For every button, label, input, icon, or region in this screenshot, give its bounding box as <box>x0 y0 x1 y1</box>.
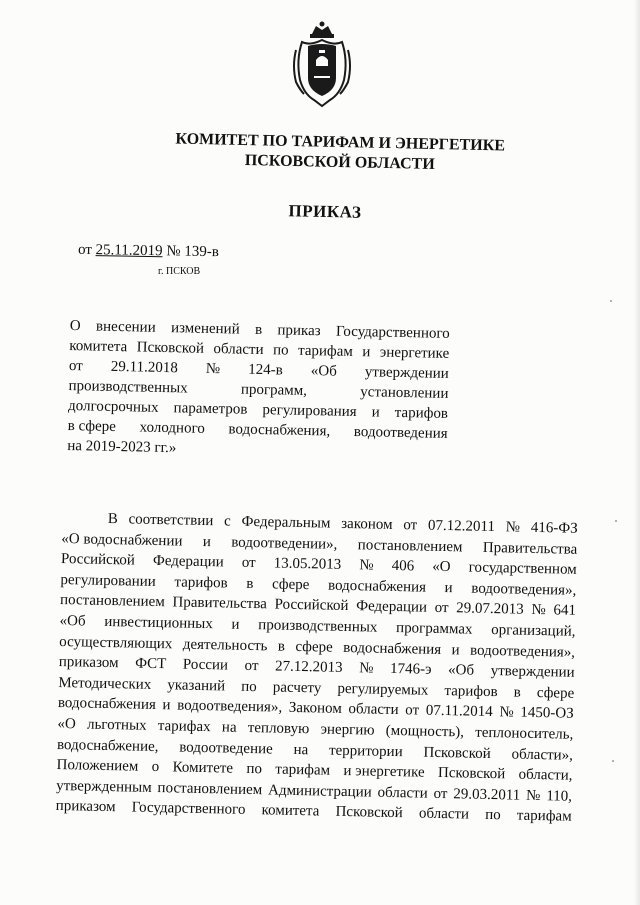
order-date: 25.11.2019 <box>95 242 163 260</box>
word: области <box>377 784 428 802</box>
word: о <box>151 759 160 776</box>
word: области <box>418 805 470 823</box>
word: указаний <box>167 676 226 695</box>
date-prefix: от <box>77 241 96 259</box>
word: № <box>505 519 521 536</box>
word: и <box>362 344 371 361</box>
word: территории <box>328 742 403 760</box>
word: области <box>348 701 399 719</box>
word: в <box>513 684 521 701</box>
word: программах <box>395 619 473 638</box>
word: № <box>359 660 374 677</box>
word: 1450-ОЗ <box>520 704 574 723</box>
word: России <box>182 656 229 674</box>
word: Псковской <box>437 765 506 783</box>
word: постановлением <box>59 592 165 611</box>
word: 13.05.2013 <box>273 555 342 574</box>
word: водоотведения», <box>471 580 577 599</box>
word: соответствии <box>128 511 214 530</box>
word: по <box>272 342 289 359</box>
scan-shadow-edge <box>634 0 640 905</box>
word: области», <box>511 746 574 764</box>
word: параметров <box>173 400 248 418</box>
word: Российской <box>274 596 349 615</box>
word: водоснабжение, <box>56 736 159 755</box>
word: Государственного <box>335 323 450 342</box>
word: сфере <box>271 576 310 593</box>
order-subject <box>67 316 450 464</box>
word: тарифах <box>157 717 211 736</box>
organization-header <box>130 129 551 178</box>
word: на <box>221 719 237 736</box>
word: водоснабжения, <box>228 421 331 440</box>
scan-speck <box>615 520 617 522</box>
word: регулировании <box>60 571 156 590</box>
word: на <box>293 741 309 758</box>
word: В <box>107 510 118 528</box>
word: 07.12.2011 <box>427 517 496 536</box>
word: Правительства <box>482 539 578 558</box>
word: регулируемых <box>337 680 429 699</box>
word: сфере <box>295 638 333 656</box>
word: «Об <box>310 363 337 380</box>
word: Псковской <box>136 339 205 357</box>
word: 29.07.2013 <box>456 600 524 619</box>
word: комитета <box>69 337 128 356</box>
word: области <box>213 341 264 359</box>
word: тарифам <box>516 807 572 826</box>
word: организаций, <box>491 621 576 640</box>
word: «Об <box>447 662 475 679</box>
word: № <box>359 557 374 574</box>
word: 641 <box>553 602 577 620</box>
word: от <box>244 658 259 675</box>
word: водоснабжения <box>57 695 156 714</box>
word: тарифов <box>174 574 228 592</box>
word: по <box>246 761 263 778</box>
word: с <box>223 513 231 530</box>
word: «О <box>57 715 76 733</box>
word: приказом <box>55 798 116 816</box>
word: 27.12.2013 <box>274 658 343 677</box>
word: 406 <box>391 558 415 575</box>
word: сфере <box>536 684 575 702</box>
word: Российской <box>60 551 136 569</box>
word: в сфере <box>67 417 117 435</box>
word: области, <box>518 766 573 784</box>
word: (мощность), <box>385 722 465 741</box>
word: долгосрочных <box>67 397 159 416</box>
word: № <box>499 704 514 721</box>
word: в <box>277 638 286 655</box>
word: водоснабжения <box>327 577 427 596</box>
word: Положением <box>56 757 139 775</box>
word: Псковской <box>335 804 403 822</box>
word: Федерации <box>152 553 224 571</box>
word: № <box>525 787 541 804</box>
document-type-title: ПРИКАЗ <box>288 201 362 222</box>
scan-speck <box>612 760 614 762</box>
order-date-number <box>78 242 219 261</box>
word: и энергетике <box>343 763 425 781</box>
word: водоотведения», <box>469 642 576 661</box>
word: утверждении <box>490 663 575 681</box>
word: тарифов <box>394 404 449 422</box>
word: 1746-э <box>389 661 432 678</box>
word: от <box>68 357 83 375</box>
order-number: № 139-в <box>162 243 220 261</box>
word: внесении <box>95 318 156 336</box>
org-line-2: ПСКОВСКОЙ ОБЛАСТИ <box>244 152 435 173</box>
word: тарифам <box>297 342 354 360</box>
word: тепловую <box>247 719 310 738</box>
city-label: г. ПСКОВ <box>158 266 201 277</box>
word: в <box>246 575 254 592</box>
word: энергетике <box>379 344 450 362</box>
word: утверждении <box>364 364 449 382</box>
word: и <box>371 404 380 421</box>
word: и <box>162 697 171 714</box>
word: Администрации <box>267 782 372 801</box>
word: «О <box>432 558 451 576</box>
word: № <box>205 360 221 378</box>
word: инвестиционных <box>104 613 213 633</box>
word: изменений <box>170 320 240 338</box>
word: водоотведение <box>179 739 273 757</box>
word: «О водоснабжении <box>61 530 183 550</box>
word: 29.11.2018 <box>110 358 178 377</box>
word: холодного <box>139 419 205 437</box>
word: приказом <box>58 654 119 672</box>
word: О <box>69 317 81 335</box>
word: осуществляющих <box>59 633 173 652</box>
word: комитета <box>261 802 320 820</box>
word: теплоноситель, <box>475 724 574 743</box>
word: Псковской <box>423 744 491 762</box>
word: законом <box>341 515 393 533</box>
word: от <box>241 554 256 572</box>
word: Федерации <box>356 598 428 617</box>
word: 124-в <box>248 361 283 379</box>
word: Методических <box>58 674 152 693</box>
word: постановлением <box>357 536 463 555</box>
word: водоснабжения <box>343 639 442 658</box>
word: 07.11.2014 <box>425 703 493 721</box>
order-body-text <box>56 508 578 828</box>
word: на 2019-2023 гг.» <box>67 437 177 457</box>
word: «Об <box>59 612 86 630</box>
word: и <box>451 641 460 658</box>
word: от <box>405 702 420 719</box>
word: водоотведения», <box>177 697 283 716</box>
scan-speck <box>610 300 612 302</box>
word: Законом <box>288 700 342 718</box>
word: и <box>444 579 453 596</box>
word: приказ <box>277 322 321 340</box>
word: Комитете <box>172 759 234 777</box>
word: постановлением <box>157 779 263 798</box>
word: тарифов <box>444 682 498 700</box>
word: и <box>202 533 212 550</box>
word: по <box>241 678 257 695</box>
org-line-1: КОМИТЕТ ПО ТАРИФАМ И ЭНЕРГЕТИКЕ <box>175 130 506 155</box>
word: по <box>485 807 501 824</box>
word: № <box>531 602 546 619</box>
word: водоотведении», <box>231 534 338 553</box>
word: производственных <box>258 617 378 636</box>
word: 29.03.2011 <box>453 785 521 804</box>
word: программ, <box>240 381 308 399</box>
word: производственных <box>68 377 188 397</box>
word: Государственного <box>131 799 246 819</box>
word: Правительства <box>172 594 268 613</box>
word: в <box>254 321 263 339</box>
word: утвержденным <box>56 777 152 796</box>
word: тарифам <box>275 761 331 779</box>
word: от <box>433 785 448 802</box>
word: Федеральным <box>241 513 331 532</box>
word: и <box>231 616 240 633</box>
word: регулирования <box>262 402 357 421</box>
word: деятельность <box>182 636 268 654</box>
word: установлении <box>360 384 449 402</box>
word: энергию <box>320 721 375 739</box>
word: водоотведения <box>353 423 448 442</box>
word: ФСТ <box>135 655 167 673</box>
word: льготных <box>86 716 147 734</box>
word: 416-ФЗ <box>530 519 578 537</box>
word: от <box>403 517 418 534</box>
word: государственном <box>468 559 577 578</box>
word: расчету <box>272 679 322 697</box>
word: от <box>434 600 449 617</box>
pskov-coat-of-arms-emblem <box>290 20 354 110</box>
word: 110, <box>546 787 573 805</box>
